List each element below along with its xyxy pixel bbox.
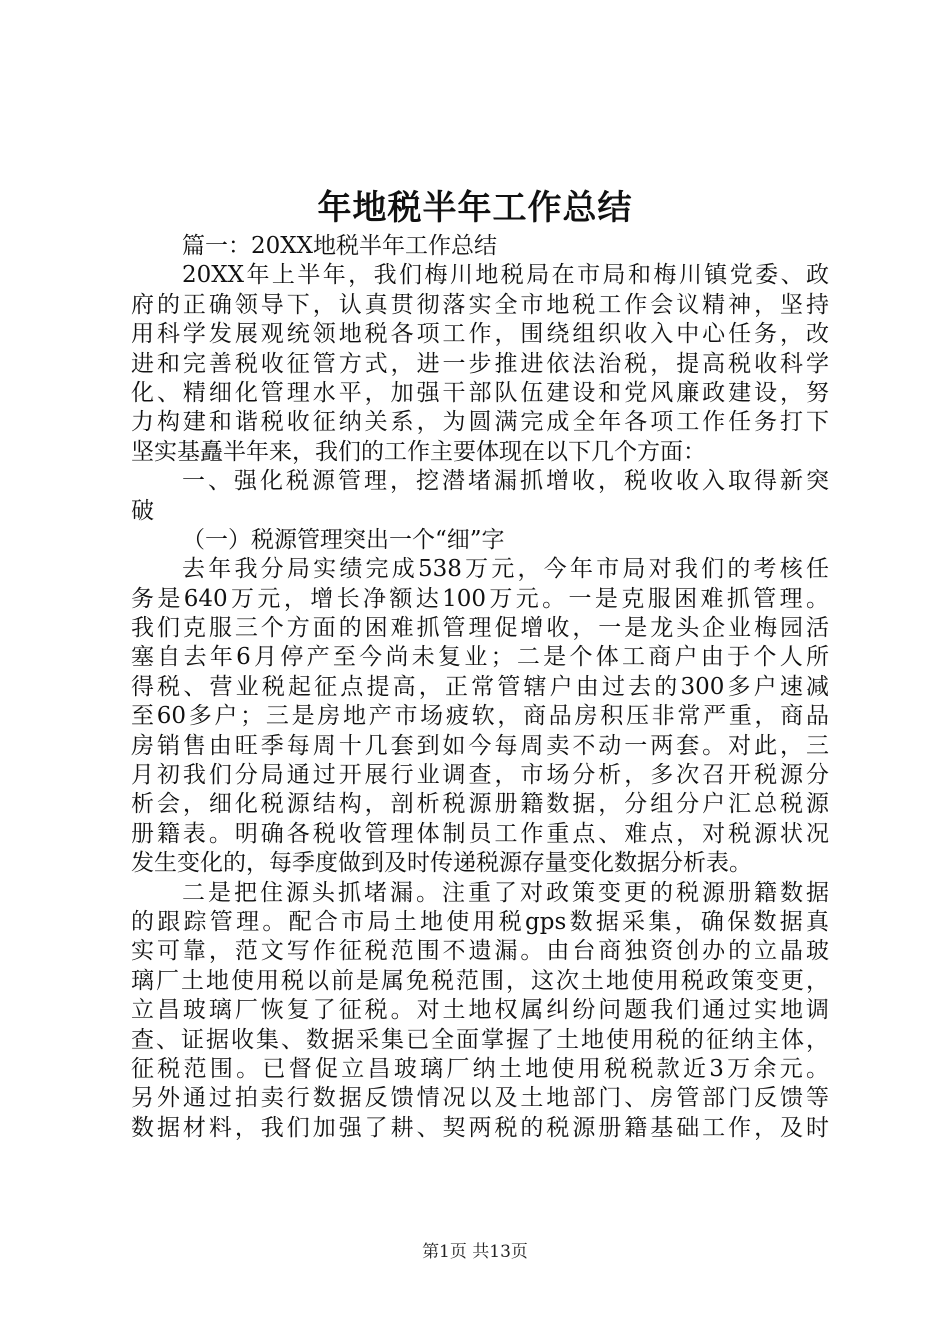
body-text-line: 析会，细化税源结构，剖析税源册籍数据，分组分户汇总税源 [131,791,829,818]
body-text-line: 进和完善税收征管方式，进一步推进依法治税，提高税收科学 [131,350,829,377]
body-text-line: 化、精细化管理水平，加强干部队伍建设和党风廉政建设，努 [131,379,829,406]
document-title: 年地税半年工作总结 [317,188,633,228]
body-text-line: 册籍表。明确各税收管理体制员工作重点、难点，对税源状况 [131,820,829,847]
body-text-line: 用科学发展观统领地税各项工作，围绕组织收入中心任务，改 [131,321,829,348]
body-text-line: 数据材料，我们加强了耕、契两税的税源册籍基础工作，及时 [131,1114,829,1141]
body-text-line: （一）税源管理突出一个“细”字 [182,526,505,553]
body-text-line: 发生变化的，每季度做到及时传递税源存量变化数据分析表。 [131,850,752,877]
body-text-line: 实可靠，范文写作征税范围不遗漏。由台商独资创办的立晶玻 [131,938,829,965]
body-text-line: 塞自去年6月停产至今尚未复业；二是个体工商户由于个人所 [131,644,829,671]
body-text-line: 力构建和谐税收征纳关系，为圆满完成全年各项工作任务打下 [131,409,829,436]
body-text-line: 得税、营业税起征点提高，正常管辖户由过去的300多户速减 [131,673,829,700]
body-text-line: 另外通过拍卖行数据反馈情况以及土地部门、房管部门反馈等 [131,1085,829,1112]
body-text-line: 的跟踪管理。配合市局土地使用税gps数据采集，确保数据真 [131,908,829,935]
body-text-line: 征税范围。已督促立昌玻璃厂纳土地使用税税款近3万余元。 [131,1055,829,1082]
body-text-line: 房销售由旺季每周十几套到如今每周卖不动一两套。对此，三 [131,732,829,759]
body-text-line: 二是把住源头抓堵漏。注重了对政策变更的税源册籍数据 [182,879,829,906]
body-text-line: 坚实基矗半年来，我们的工作主要体现在以下几个方面： [131,438,706,465]
body-text-line: 至60多户；三是房地产市场疲软，商品房积压非常严重，商品 [131,703,829,730]
body-text-line: 去年我分局实绩完成538万元，今年市局对我们的考核任 [182,556,829,583]
body-text-line: 立昌玻璃厂恢复了征税。对土地权属纠纷问题我们通过实地调 [131,997,829,1024]
page-footer: 第1页 共13页 [422,1242,528,1262]
body-text-line: 务是640万元，增长净额达100万元。一是克服困难抓管理。 [131,585,829,612]
body-text-line: 查、证据收集、数据采集已全面掌握了土地使用税的征纳主体， [131,1026,829,1053]
document-body [131,232,829,1143]
body-text-line: 破 [131,497,154,524]
body-text-line: 我们克服三个方面的困难抓管理促增收，一是龙头企业梅园活 [131,615,829,642]
body-text-line: 篇一：20XX地税半年工作总结 [182,233,498,259]
body-text-line: 府的正确领导下，认真贯彻落实全市地税工作会议精神，坚持 [131,291,829,318]
body-text-line: 20XX年上半年，我们梅川地税局在市局和梅川镇党委、政 [182,262,829,289]
body-text-line: 璃厂土地使用税以前是属免税范围，这次土地使用税政策变更， [131,967,829,994]
body-text-line: 月初我们分局通过开展行业调查，市场分析，多次召开税源分 [131,762,829,789]
body-text-line: 一、强化税源管理，挖潜堵漏抓增收，税收收入取得新突 [182,468,829,495]
